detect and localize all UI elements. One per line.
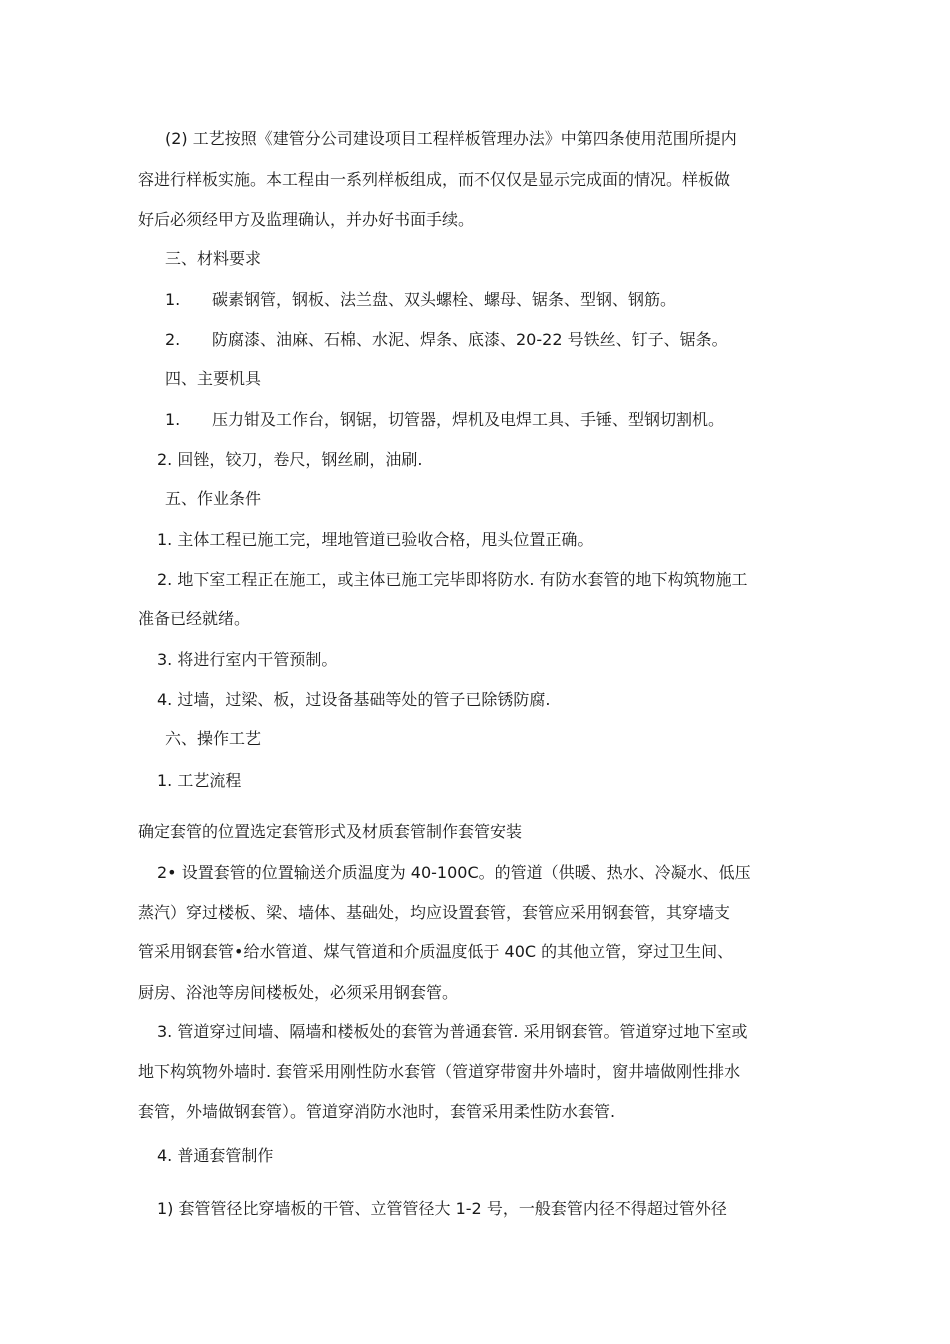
paragraph-line: 容进行样板实施。本工程由一系列样板组成，而不仅仅是显示完成面的情况。样板做 — [138, 170, 731, 189]
list-item-text: 防腐漆、油麻、石棉、水泥、焊条、底漆、20-22 号铁丝、钉子、锯条。 — [212, 330, 728, 349]
section-heading: 四、主要机具 — [165, 369, 262, 388]
list-item-text: 压力钳及工作台，钢锯，切管器，焊机及电焊工具、手锤、型钢切割机。 — [212, 410, 725, 429]
list-item-text: 碳素钢管，钢板、法兰盘、双头螺栓、螺母、锯条、型钢、钢筋。 — [212, 290, 677, 309]
list-item-number: 1. — [165, 290, 181, 309]
list-item: 1. 工艺流程 — [157, 771, 242, 790]
section-heading: 三、材料要求 — [165, 249, 262, 268]
list-item: 2. 地下室工程正在施工，或主体已施工完毕即将防水. 有防水套管的地下构筑物施工 — [157, 570, 748, 589]
list-item: 3. 将进行室内干管预制。 — [157, 650, 338, 669]
process-flow: 确定套管的位置选定套管形式及材质套管制作套管安装 — [138, 822, 523, 841]
section-heading: 六、操作工艺 — [165, 729, 262, 748]
paragraph-line: 准备已经就绪。 — [138, 609, 251, 628]
list-item: 2• 设置套管的位置输送介质温度为 40-100C。的管道（供暖、热水、冷凝水、低压 — [157, 863, 751, 882]
list-item: 4. 过墙，过梁、板，过设备基础等处的管子已除锈防腐. — [157, 690, 551, 709]
section-heading: 五、作业条件 — [165, 489, 262, 508]
list-item-number: 1. — [165, 410, 181, 429]
list-item: 3. 管道穿过间墙、隔墙和楼板处的套管为普通套管. 采用钢套管。管道穿过地下室或 — [157, 1022, 748, 1041]
paragraph-line: 蒸汽）穿过楼板、梁、墙体、基础处，均应设置套管，套管应采用钢套管，其穿墙支 — [138, 903, 731, 922]
list-item: 4. 普通套管制作 — [157, 1146, 274, 1165]
paragraph-line: 套管，外墙做钢套管）。管道穿消防水池时，套管采用柔性防水套管. — [138, 1102, 616, 1121]
paragraph-line: 管采用钢套管•给水管道、煤气管道和介质温度低于 40C 的其他立管，穿过卫生间、 — [138, 942, 734, 961]
list-item: 1) 套管管径比穿墙板的干管、立管管径大 1-2 号，一般套管内径不得超过管外径 — [157, 1199, 727, 1218]
list-item-number: 2. — [165, 330, 181, 349]
paragraph-line: (2) 工艺按照《建管分公司建设项目工程样板管理办法》中第四条使用范围所提内 — [165, 129, 737, 148]
list-item: 1. 主体工程已施工完，埋地管道已验收合格，甩头位置正确。 — [157, 530, 594, 549]
list-item: 2. 回锉，铰刀，卷尺，钢丝刷，油刷. — [157, 450, 423, 469]
paragraph-line: 地下构筑物外墙时. 套管采用刚性防水套管（管道穿带窗井外墙时，窗井墙做刚性排水 — [138, 1062, 741, 1081]
paragraph-line: 好后必须经甲方及监理确认，并办好书面手续。 — [138, 210, 475, 229]
paragraph-line: 厨房、浴池等房间楼板处，必须采用钢套管。 — [138, 983, 459, 1002]
